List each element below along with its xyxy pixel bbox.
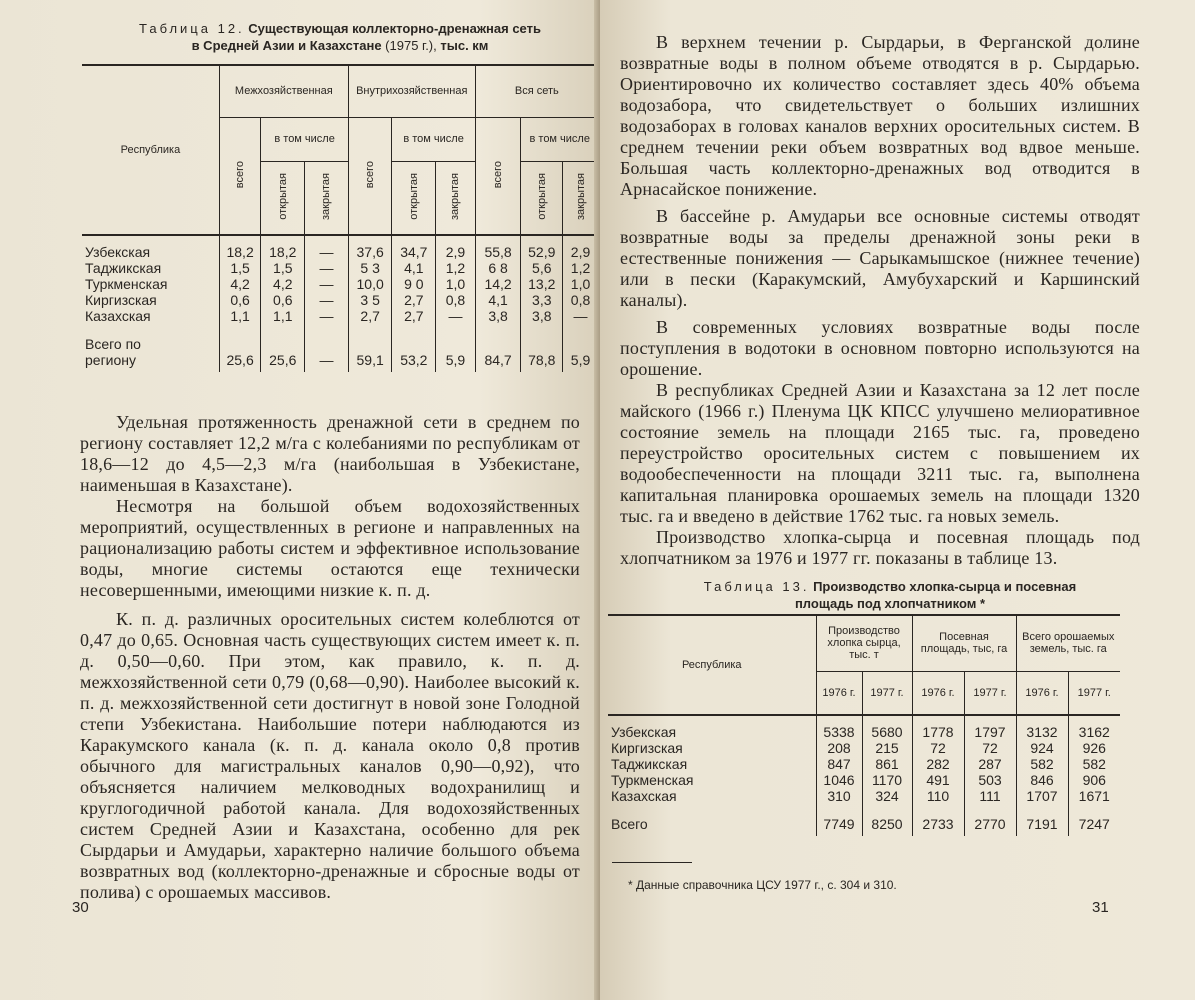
cell-value: 5,9 bbox=[563, 336, 598, 372]
republic-name: Туркменская bbox=[611, 772, 694, 788]
table12-unit: тыс. км bbox=[440, 38, 489, 53]
table-row bbox=[82, 260, 598, 276]
footnote: * Данные справочника ЦСУ 1977 г., с. 304 и 310. bbox=[628, 878, 897, 892]
cell-value: 4,1 bbox=[392, 260, 436, 276]
cell-value: 1778 bbox=[912, 715, 964, 740]
cell-value: 110 bbox=[912, 788, 964, 804]
spacer-row bbox=[608, 804, 1120, 816]
table-row bbox=[608, 772, 1120, 788]
group-irrigated: Всего орошаемых земель, тыс. га bbox=[1016, 615, 1120, 671]
cell-value: — bbox=[305, 292, 349, 308]
republic-name-line: Всего по bbox=[85, 336, 141, 352]
table12-title-1: Существующая коллекторно-дренажная сеть bbox=[248, 21, 541, 36]
table12-title-2: в Средней Азии и Казахстане bbox=[191, 38, 382, 53]
cell-value: 3132 bbox=[1016, 715, 1068, 740]
cell-value: — bbox=[305, 276, 349, 292]
cell-value: 0,6 bbox=[219, 292, 261, 308]
republic-name: Узбекская bbox=[611, 724, 677, 740]
cell-value: 1,1 bbox=[219, 308, 261, 324]
paragraph: Несмотря на большой объем водохозяйственных мероприятий, осуществленных в регионе и направленных на рационализацию работы систем и эффективное использование воды, многие системы остаются еще технически несовершенными, имеющими низкие к. п. д. bbox=[80, 496, 580, 600]
cell-value: 310 bbox=[816, 788, 862, 804]
cell-value: 3,3 bbox=[521, 292, 563, 308]
y1977: 1977 г. bbox=[1068, 671, 1120, 715]
cell-value: 4,2 bbox=[219, 276, 261, 292]
cell-value: 5338 bbox=[816, 715, 862, 740]
cell-value: 582 bbox=[1068, 756, 1120, 772]
cell-value: 72 bbox=[964, 740, 1016, 756]
cell-value: 3,8 bbox=[475, 308, 521, 324]
republic-name: Всего bbox=[611, 816, 648, 832]
table12-year: (1975 г.), bbox=[385, 38, 437, 53]
table-13 bbox=[608, 614, 1120, 836]
cell-value: 14,2 bbox=[475, 276, 521, 292]
c3-total: всего bbox=[492, 160, 505, 188]
c1-closed: закрытая bbox=[320, 172, 333, 220]
cell-value: 1671 bbox=[1068, 788, 1120, 804]
c3-incl: в том числе bbox=[521, 117, 598, 161]
republic-name: Туркменская bbox=[85, 276, 168, 292]
table-row bbox=[608, 788, 1120, 804]
cell-value: — bbox=[305, 235, 349, 260]
cell-value: 9 0 bbox=[392, 276, 436, 292]
total-row bbox=[608, 816, 1120, 836]
cell-value: 4,2 bbox=[261, 276, 305, 292]
cell-value: 924 bbox=[1016, 740, 1068, 756]
paragraph: В республиках Средней Азии и Казахстана за 12 лет после майского (1966 г.) Пленума ЦК КПСС улучшено мелиоративное состояние земель на площади 2165 тыс. га, проведено переустройство оросительных систем с повышением их водообеспеченности на площади 3211 тыс. га, выполнена капитальная планировка орошаемых земель на площади 1320 тыс. га и введено в действие 1762 тыс. га новых земель. bbox=[620, 380, 1140, 526]
group-sown: Посевная площадь, тыс, га bbox=[912, 615, 1016, 671]
cell-value: 582 bbox=[1016, 756, 1068, 772]
table13-title-1: Производство хлопка-сырца и посевная bbox=[813, 579, 1077, 594]
c1-total: всего bbox=[234, 160, 247, 188]
c3-open: открытая bbox=[535, 172, 548, 220]
cell-value: 491 bbox=[912, 772, 964, 788]
cell-value: 1707 bbox=[1016, 788, 1068, 804]
table-row bbox=[608, 756, 1120, 772]
cell-value: 8250 bbox=[862, 816, 912, 836]
cell-value: 0,8 bbox=[563, 292, 598, 308]
cell-value: 1,0 bbox=[436, 276, 476, 292]
cell-value: 5680 bbox=[862, 715, 912, 740]
page-number: 31 bbox=[1092, 899, 1109, 916]
cell-value: 34,7 bbox=[392, 235, 436, 260]
cell-value: 13,2 bbox=[521, 276, 563, 292]
paragraph: В современных условиях возвратные воды после поступления в водотоки в основном повторно используются на орошение. bbox=[620, 317, 1140, 379]
cell-value: 6 8 bbox=[475, 260, 521, 276]
cell-value: 208 bbox=[816, 740, 862, 756]
table-12 bbox=[82, 64, 598, 372]
cell-value: 111 bbox=[964, 788, 1016, 804]
cell-value: 1046 bbox=[816, 772, 862, 788]
cell-value: — bbox=[305, 308, 349, 324]
right-body-text bbox=[620, 32, 1140, 569]
cell-value: 5 3 bbox=[348, 260, 392, 276]
cell-value: 53,2 bbox=[392, 336, 436, 372]
republic-name: Киргизская bbox=[611, 740, 683, 756]
cell-value: — bbox=[305, 336, 349, 372]
cell-value: 2,9 bbox=[436, 235, 476, 260]
cell-value: 55,8 bbox=[475, 235, 521, 260]
c2-incl: в том числе bbox=[392, 117, 475, 161]
cell-value: 3162 bbox=[1068, 715, 1120, 740]
cell-value: 2733 bbox=[912, 816, 964, 836]
republic-name bbox=[82, 336, 219, 372]
c1-open: открытая bbox=[276, 172, 289, 220]
y1977: 1977 г. bbox=[964, 671, 1016, 715]
c2-total: всего bbox=[364, 160, 377, 188]
group-allnet: Вся сеть bbox=[475, 65, 598, 117]
paragraph: Производство хлопка-сырца и посевная площадь под хлопчатником за 1976 и 1977 гг. показаны в таблице 13. bbox=[620, 527, 1140, 568]
cell-value: 1,5 bbox=[261, 260, 305, 276]
left-body-text bbox=[80, 412, 580, 903]
cell-value: 0,8 bbox=[436, 292, 476, 308]
table12-label: Таблица 12. bbox=[139, 21, 245, 36]
republic-name-line: региону bbox=[85, 352, 137, 368]
cell-value: 4,1 bbox=[475, 292, 521, 308]
cell-value: 7191 bbox=[1016, 816, 1068, 836]
group-interfarm: Межхозяйственная bbox=[219, 65, 348, 117]
col-republic: Республика bbox=[608, 615, 816, 715]
paragraph: К. п. д. различных оросительных систем колеблются от 0,47 до 0,65. Основная часть существующих систем имеет к. п. д. 0,50—0,60. При этом, как правило, к. п. д. межхозяйственной сети 0,79 (0,68—0,90). Наиболее высокий к. п. д. межхозяйственной сети достигнут в новой зоне Голодной степи Узбекистана. Наибольшие потери наблюдаются из Каракумского канала (к. п. д. канала около 0,8 против обычного для магистральных каналов 0,90—0,92), что объясняется наличием мелководных водохранилищ и круглогодичной работой канала. Для водохозяйственных систем Средней Азии и Казахстана, особенно для рек Сырдарьи и Амударьи, характерно наличие большого объема возвратных вод (коллекторно-дренажные и сбросные воды от полива) с орошаемых массивов. bbox=[80, 609, 580, 902]
c1-incl: в том числе bbox=[261, 117, 348, 161]
cell-value: 59,1 bbox=[348, 336, 392, 372]
cell-value: 3,8 bbox=[521, 308, 563, 324]
cell-value: 906 bbox=[1068, 772, 1120, 788]
page-number: 30 bbox=[72, 899, 89, 916]
c3-closed: закрытая bbox=[574, 172, 587, 220]
cell-value: 2,7 bbox=[348, 308, 392, 324]
cell-value: 926 bbox=[1068, 740, 1120, 756]
cell-value: 1797 bbox=[964, 715, 1016, 740]
table-row bbox=[608, 740, 1120, 756]
cell-value: 25,6 bbox=[219, 336, 261, 372]
cell-value: 1,5 bbox=[219, 260, 261, 276]
cell-value: 78,8 bbox=[521, 336, 563, 372]
cell-value: 25,6 bbox=[261, 336, 305, 372]
cell-value: — bbox=[563, 308, 598, 324]
cell-value: 2770 bbox=[964, 816, 1016, 836]
cell-value: 2,7 bbox=[392, 292, 436, 308]
spacer-row bbox=[82, 324, 598, 336]
republic-name: Таджикская bbox=[611, 756, 688, 772]
y1976: 1976 г. bbox=[816, 671, 862, 715]
cell-value: 1,2 bbox=[563, 260, 598, 276]
table-row bbox=[608, 715, 1120, 740]
footnote-rule bbox=[612, 862, 692, 863]
cell-value: 1170 bbox=[862, 772, 912, 788]
table-row bbox=[82, 308, 598, 324]
cell-value: — bbox=[436, 308, 476, 324]
total-row bbox=[82, 336, 598, 372]
republic-name: Киргизская bbox=[85, 292, 157, 308]
cell-value: 18,2 bbox=[219, 235, 261, 260]
table-row bbox=[82, 276, 598, 292]
cell-value: 7247 bbox=[1068, 816, 1120, 836]
y1976: 1976 г. bbox=[1016, 671, 1068, 715]
table-row bbox=[82, 235, 598, 260]
cell-value: — bbox=[305, 260, 349, 276]
table12-caption bbox=[85, 20, 595, 54]
cell-value: 215 bbox=[862, 740, 912, 756]
cell-value: 1,2 bbox=[436, 260, 476, 276]
cell-value: 2,7 bbox=[392, 308, 436, 324]
cell-value: 7749 bbox=[816, 816, 862, 836]
table-row bbox=[82, 292, 598, 308]
cell-value: 10,0 bbox=[348, 276, 392, 292]
republic-name: Таджикская bbox=[85, 260, 162, 276]
paragraph: В верхнем течении р. Сырдарьи, в Ферганской долине возвратные воды в полном объеме отводятся в р. Сырдарью. Ориентировочно их количество составляет здесь 40% объема водозабора, что свидетельствует о больших излишних водозаборах в головах каналов верхних оросительных систем. В среднем течении реки объем возвратных вод вдвое меньше. Большая часть коллекторно-дренажных вод отводится в Арнасайское понижение. bbox=[620, 32, 1140, 199]
republic-name: Узбекская bbox=[85, 244, 151, 260]
y1976: 1976 г. bbox=[912, 671, 964, 715]
cell-value: 503 bbox=[964, 772, 1016, 788]
cell-value: 1,1 bbox=[261, 308, 305, 324]
cell-value: 3 5 bbox=[348, 292, 392, 308]
table13-caption bbox=[630, 578, 1150, 612]
cell-value: 18,2 bbox=[261, 235, 305, 260]
c2-open: открытая bbox=[407, 172, 420, 220]
cell-value: 846 bbox=[1016, 772, 1068, 788]
group-cotton: Производство хлопка сырца, тыс. т bbox=[816, 615, 912, 671]
republic-name: Казахская bbox=[85, 308, 151, 324]
cell-value: 52,9 bbox=[521, 235, 563, 260]
cell-value: 847 bbox=[816, 756, 862, 772]
cell-value: 861 bbox=[862, 756, 912, 772]
group-onfarm: Внутрихозяйственная bbox=[348, 65, 475, 117]
cell-value: 1,0 bbox=[563, 276, 598, 292]
table13-title-2: площадь под хлопчатником * bbox=[794, 596, 986, 611]
paragraph: В бассейне р. Амударьи все основные системы отводят возвратные воды за пределы дренажной зоны реки в естественные понижения — Сарыкамышское (нижнее течение) или в пески (Каракумский, Амубухарский и Каршинский каналы). bbox=[620, 206, 1140, 310]
cell-value: 37,6 bbox=[348, 235, 392, 260]
cell-value: 5,9 bbox=[436, 336, 476, 372]
cell-value: 72 bbox=[912, 740, 964, 756]
c2-closed: закрытая bbox=[449, 172, 462, 220]
cell-value: 2,9 bbox=[563, 235, 598, 260]
republic-name: Казахская bbox=[611, 788, 677, 804]
cell-value: 5,6 bbox=[521, 260, 563, 276]
cell-value: 84,7 bbox=[475, 336, 521, 372]
y1977: 1977 г. bbox=[862, 671, 912, 715]
col-republic: Республика bbox=[82, 65, 219, 235]
table13-label: Таблица 13. bbox=[703, 579, 810, 594]
paragraph: Удельная протяженность дренажной сети в среднем по региону составляет 12,2 м/га с колебаниями по республикам от 18,6—12 до 4,5—2,3 м/га (наибольшая в Узбекистане, наименьшая в Казахстане). bbox=[80, 412, 580, 495]
cell-value: 0,6 bbox=[261, 292, 305, 308]
cell-value: 282 bbox=[912, 756, 964, 772]
right-page bbox=[600, 0, 1195, 1000]
cell-value: 324 bbox=[862, 788, 912, 804]
cell-value: 287 bbox=[964, 756, 1016, 772]
